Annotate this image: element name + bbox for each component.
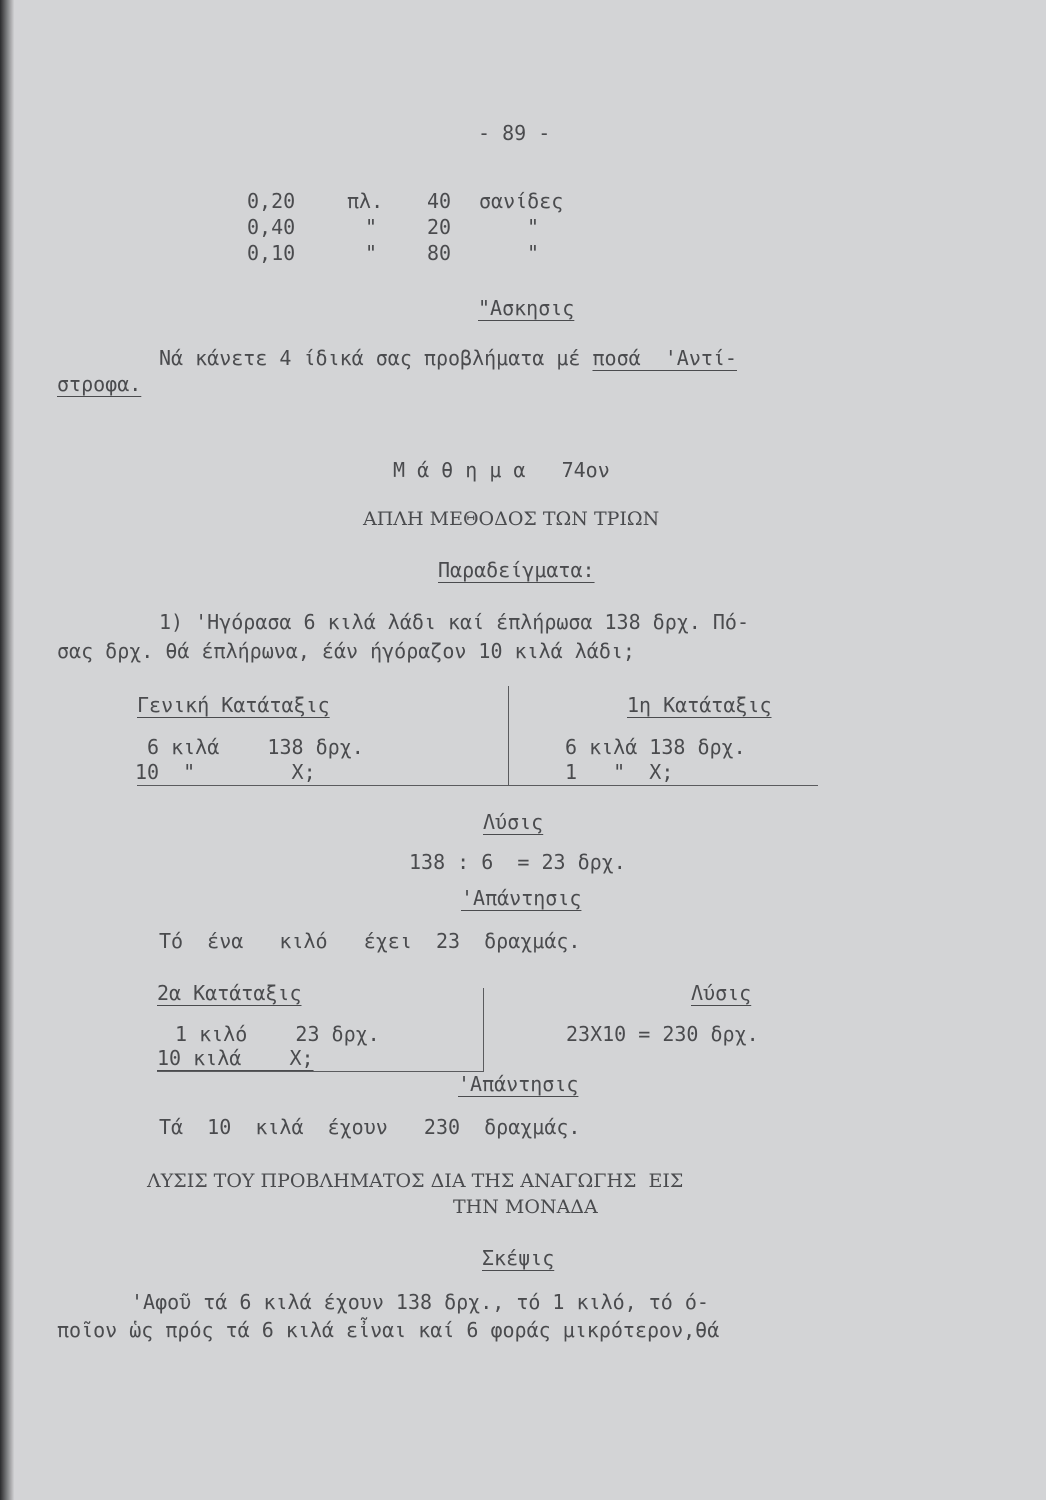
first-arrangement-heading: 1η Κατάταξις <box>627 693 772 717</box>
second-solution-heading: Λύσις <box>691 981 752 1005</box>
page-binding-edge <box>0 0 14 1500</box>
table-cell: 0,20 <box>247 189 296 213</box>
table-cell: 20 <box>427 215 452 239</box>
answer-heading: 'Απάντησις <box>461 886 582 910</box>
table-cell: 40 <box>427 189 452 213</box>
answer-text: Τό ένα κιλό έχει 23 δραχμάς. <box>159 929 581 953</box>
vertical-divider <box>483 988 484 1071</box>
table-cell: " <box>527 215 540 239</box>
thinking-line2: ποῖον ὡς πρός τά 6 κιλά εἶναι καί 6 φοράς μικρότερον,θά <box>57 1318 720 1342</box>
second-row2: 10 κιλά Χ; <box>157 1046 314 1070</box>
solution-heading: Λύσις <box>483 810 544 834</box>
solution-calc: 138 : 6 = 23 δρχ. <box>409 850 626 874</box>
general-row1: 6 κιλά 138 δρχ. <box>147 735 364 759</box>
general-arrangement-heading: Γενική Κατάταξις <box>137 693 330 717</box>
problem-line2: σας δρχ. θά έπλήρωνα, έάν ήγόραζον 10 κιλά λάδι; <box>57 639 635 663</box>
examples-heading: Παραδείγματα: <box>438 558 595 582</box>
thinking-line1: 'Αφοῦ τά 6 κιλά έχουν 138 δρχ., τό 1 κιλό, τό ό- <box>131 1290 709 1314</box>
general-row2: 10 " Χ; <box>135 760 316 784</box>
table-cell: 0,40 <box>247 215 296 239</box>
table-cell: " <box>365 215 378 239</box>
thinking-heading: Σκέψις <box>482 1246 555 1270</box>
table-cell: 80 <box>427 241 452 265</box>
exercise-heading: "Ασκησις <box>478 296 575 320</box>
second-answer-heading: 'Απάντησις <box>458 1072 579 1096</box>
second-answer-text: Τά 10 κιλά έχουν 230 δραχμάς. <box>159 1115 581 1139</box>
table-cell: " <box>365 241 378 265</box>
table-bottom-rule <box>137 785 818 786</box>
table-cell: σανίδες <box>479 189 564 213</box>
table-cell: " <box>527 241 540 265</box>
table-cell: πλ. <box>347 189 384 213</box>
unit-method-title-line2: ΤΗΝ ΜΟΝΑΔΑ <box>453 1196 598 1218</box>
table-bottom-rule <box>157 1071 484 1072</box>
table-cell: 0,10 <box>247 241 296 265</box>
exercise-text-line2: στροφα. <box>57 372 142 396</box>
vertical-divider <box>508 686 509 786</box>
second-arrangement-heading: 2α Κατάταξις <box>157 981 302 1005</box>
page-number: - 89 - <box>478 121 551 145</box>
exercise-text-line1: Νά κάνετε 4 ίδικά σας προβλήματα μέ ποσά 'Αντί- <box>159 346 737 370</box>
second-solution-calc: 23Χ10 = 230 δρχ. <box>566 1022 759 1046</box>
lesson-title: Μ ά θ η μ α 74ον <box>393 458 610 482</box>
problem-line1: 1) 'Ηγόρασα 6 κιλά λάδι καί έπλήρωσα 138 δρχ. Πό- <box>159 610 750 634</box>
first-row2: 1 " Χ; <box>565 760 674 784</box>
second-row1: 1 κιλό 23 δρχ. <box>175 1022 380 1046</box>
first-row1: 6 κιλά 138 δρχ. <box>565 735 746 759</box>
method-title: ΑΠΛΗ ΜΕΘΟΔΟΣ ΤΩΝ ΤΡΙΩΝ <box>363 508 660 530</box>
unit-method-title-line1: ΛΥΣΙΣ ΤΟΥ ΠΡΟΒΛΗΜΑΤΟΣ ΔΙΑ ΤΗΣ ΑΝΑΓΩΓΗΣ ΕΙΣ <box>147 1170 684 1192</box>
